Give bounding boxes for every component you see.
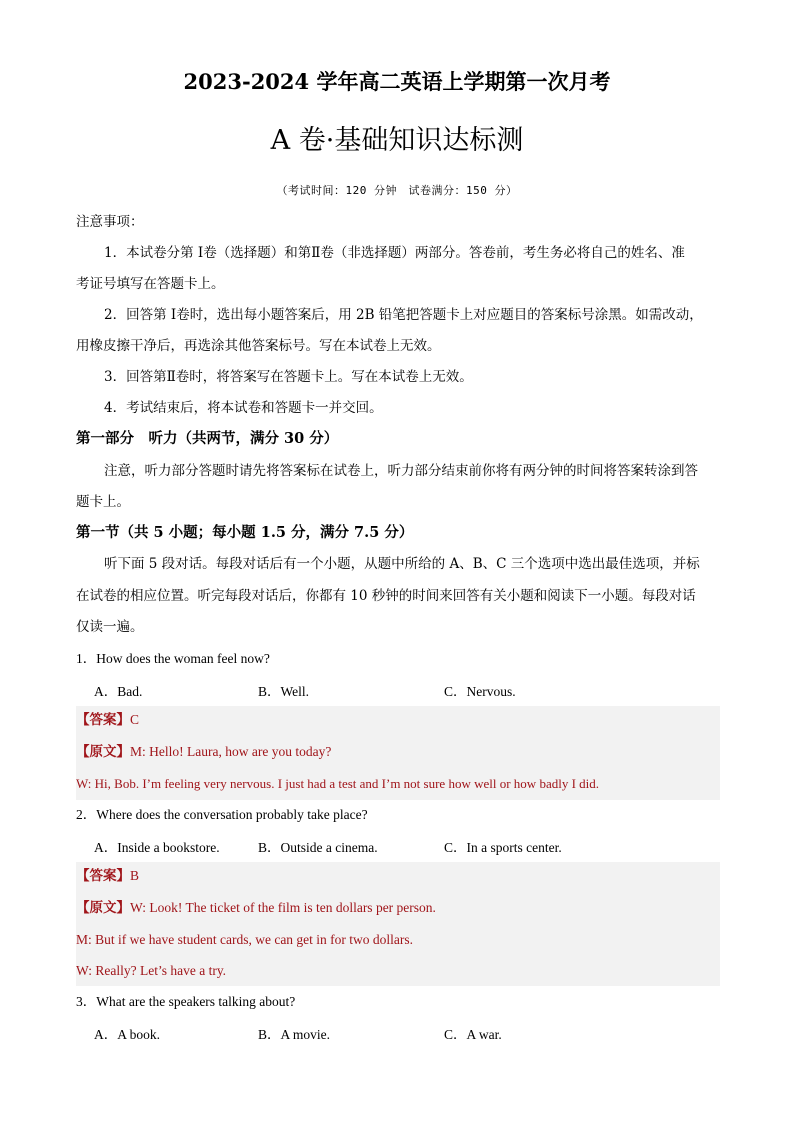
question-2-stem: 2．Where does the conversation probably take place? xyxy=(76,807,368,822)
answer-label: 【答案】 xyxy=(76,868,130,884)
notice-heading: 注意事项： xyxy=(76,214,144,230)
section1-instructions-end: 仅读一遍。 xyxy=(76,619,144,635)
section1-instructions-cont: 在试卷的相应位置。听完每段对话后，你都有 10 秒钟的时间来回答有关小题和阅读下一小题。每段对话 xyxy=(76,588,696,604)
transcript-label: 【原文】 xyxy=(76,744,130,760)
question-2-option-a: A．Inside a bookstore. xyxy=(94,840,220,855)
transcript-line: M: Hello! Laura, how are you today? xyxy=(130,744,332,759)
question-1-stem: 1．How does the woman feel now? xyxy=(76,651,270,666)
notice-item-3: 3．回答第Ⅱ卷时，将答案写在答题卡上。写在本试卷上无效。 xyxy=(104,369,473,385)
section1-heading: 第一节（共 5 小题；每小题 1.5 分，满分 7.5 分） xyxy=(76,524,414,541)
exam-info: （考试时间：120 分钟 试卷满分：150 分） xyxy=(276,184,518,197)
question-1-answer xyxy=(76,710,722,730)
answer-value: B xyxy=(130,868,140,883)
part1-note-cont: 题卡上。 xyxy=(76,494,130,510)
question-3-stem: 3．What are the speakers talking about? xyxy=(76,994,296,1009)
section1-instructions: 听下面 5 段对话。每段对话后有一个小题，从题中所给的 A、B、C 三个选项中选出最佳选项，并标 xyxy=(104,556,700,572)
question-2-transcript-3: W: Really? Let’s have a try. xyxy=(76,963,227,978)
notice-item-1-cont: 考证号填写在答题卡上。 xyxy=(76,276,225,292)
notice-item-4: 4．考试结束后，将本试卷和答题卡一并交回。 xyxy=(104,400,383,416)
question-1-option-c: C．Nervous. xyxy=(444,684,516,699)
question-3-option-a: A．A book. xyxy=(94,1027,161,1042)
notice-item-2: 2．回答第 Ⅰ卷时，选出每小题答案后，用 2B 铅笔把答题卡上对应题目的答案标号涂黑。如需改动， xyxy=(104,307,703,323)
question-2-option-b: B．Outside a cinema. xyxy=(258,840,378,855)
transcript-line: W: Look! The ticket of the film is ten dollars per person. xyxy=(130,900,436,915)
question-3-option-c: C．A war. xyxy=(444,1027,502,1042)
question-1-transcript xyxy=(76,742,722,762)
notice-item-1: 1．本试卷分第 Ⅰ卷（选择题）和第Ⅱ卷（非选择题）两部分。答卷前，考生务必将自己的姓名、准 xyxy=(104,245,685,261)
exam-title: 2023-2024 学年高二英语上学期第一次月考 xyxy=(183,69,611,94)
question-1-option-b: B．Well. xyxy=(258,684,310,699)
question-2-transcript-2: M: But if we have student cards, we can get in for two dollars. xyxy=(76,932,414,947)
part1-note: 注意，听力部分答题时请先将答案标在试卷上，听力部分结束前你将有两分钟的时间将答案转涂到答 xyxy=(104,463,698,479)
answer-value: C xyxy=(130,712,140,727)
question-2-option-c: C．In a sports center. xyxy=(444,840,562,855)
notice-item-2-cont: 用橡皮擦干净后，再选涂其他答案标号。写在本试卷上无效。 xyxy=(76,338,441,354)
question-3-option-b: B．A movie. xyxy=(258,1027,331,1042)
question-2-transcript xyxy=(76,898,722,918)
question-2-answer xyxy=(76,866,722,886)
exam-subtitle: A 卷·基础知识达标测 xyxy=(270,125,524,156)
question-1-transcript-2: W: Hi, Bob. I’m feeling very nervous. I just had a test and I’m not sure how well or how badly I did. xyxy=(76,776,600,791)
answer-label: 【答案】 xyxy=(76,712,130,728)
transcript-label: 【原文】 xyxy=(76,900,130,916)
question-1-option-a: A．Bad. xyxy=(94,684,143,699)
part1-heading: 第一部分 听力（共两节，满分 30 分） xyxy=(76,430,339,447)
